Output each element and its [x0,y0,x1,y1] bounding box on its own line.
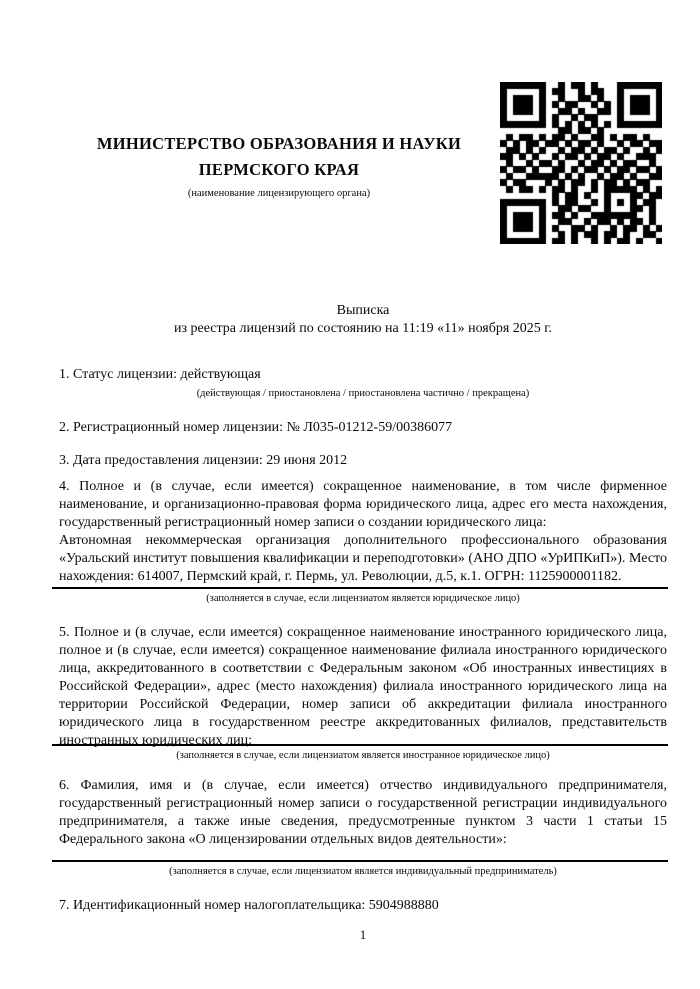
authority-name-line1: МИНИСТЕРСТВО ОБРАЗОВАНИЯ И НАУКИ [96,134,462,153]
item-6-individual-entrepreneur [59,777,667,849]
item-5-fill-line [52,744,668,746]
item-4-intro: 4. Полное и (в случае, если имеется) сокращенное наименование, в том числе фирменное наименование, и организационно-правовая форма юридического лица, адрес его места нахождения, государственный регистрационный номер записи о создании юридического лица: [59,479,667,530]
document-title [59,302,667,338]
item-4-value: Автономная некоммерческая организация дополнительного профессионального образования «Уральский институт повышения квалификации и переподготовки» (АНО ДПО «УрИПКиП»). Место нахождения: 614007, Пермский край, г. Пермь, ул. Революции, д.5, к.1. ОГРН: 1125900001182. [59,533,667,584]
item-2-registration-number: 2. Регистрационный номер лицензии: № Л035-01212-59/00386077 [59,420,453,435]
item-4-caption: (заполняется в случае, если лицензиатом является юридическое лицо) [206,593,520,604]
document-title-line1: Выписка [336,303,390,318]
authority-name-caption: (наименование лицензирующего органа) [187,188,371,199]
item-5-intro: 5. Полное и (в случае, если имеется) сокращенное наименование иностранного юридического лица, полное и (в случае, если имеется) сокращенное наименование филиала иностранного юридического лица, аккредитованного в соответствии с Федеральным законом «Об иностранных инвестициях в Российской Федерации», адрес (место нахождения) филиала иностранного юридического лица на территории Российской Федерации, номер записи об аккредитации филиала иностранного юридического лица в государственном реестре аккредитованных филиалов, представительств иностранных юридических лиц: [59,625,667,748]
item-1-license-status: 1. Статус лицензии: действующая [59,367,261,382]
document-title-line2: из реестра лицензий по состоянию на 11:19 «11» ноября 2025 г. [174,321,552,336]
page-number: 1 [359,927,367,942]
item-7-taxpayer-number: 7. Идентификационный номер налогоплательщика: 5904988880 [59,898,439,913]
item-1-status-options-caption: (действующая / приостановлена / приостановлена частично / прекращена) [196,388,530,399]
authority-name-line2: ПЕРМСКОГО КРАЯ [198,160,360,179]
qr-code [500,82,662,244]
item-6-intro: 6. Фамилия, имя и (в случае, если имеется) отчество индивидуального предпринимателя, государственный регистрационный номер записи о государственной регистрации индивидуального предпринимателя, а также иные сведения, предусмотренные пунктом 3 части 1 статьи 15 Федерального закона «О лицензировании отдельных видов деятельности»: [59,778,667,847]
item-6-fill-line [52,860,668,862]
item-6-caption: (заполняется в случае, если лицензиатом является индивидуальный предприниматель) [169,866,557,877]
item-5-caption: (заполняется в случае, если лицензиатом является иностранное юридическое лицо) [176,750,550,761]
item-4-fill-line [52,587,668,589]
item-4-legal-entity [59,478,667,586]
item-3-grant-date: 3. Дата предоставления лицензии: 29 июня 2012 [59,453,348,468]
item-5-foreign-entity [59,624,667,750]
licensing-authority-block [59,131,499,200]
